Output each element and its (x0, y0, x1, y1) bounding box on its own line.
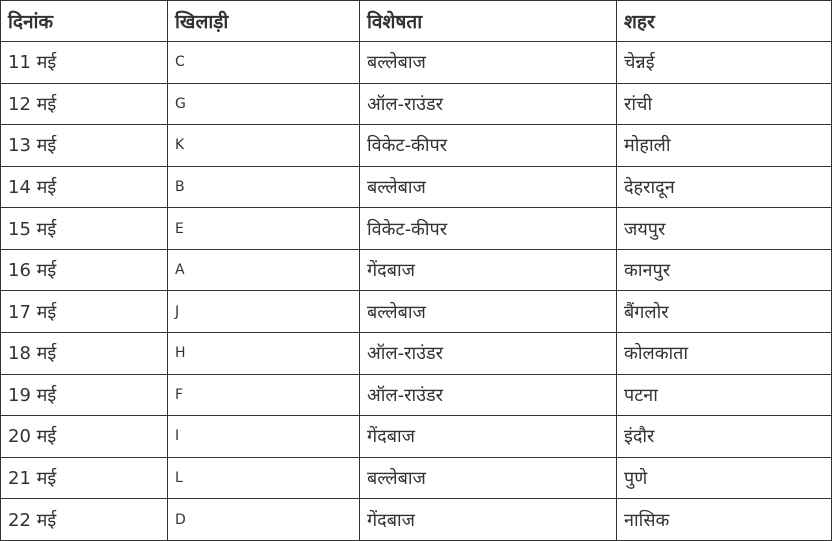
cell-player: L (168, 457, 360, 499)
cell-date: 17 मई (1, 291, 168, 333)
table-row (1, 42, 832, 84)
table-row (1, 208, 832, 250)
cell-city: कानपुर (617, 249, 832, 291)
cell-date: 14 मई (1, 166, 168, 208)
cell-city: नासिक (617, 499, 832, 541)
cell-date: 15 मई (1, 208, 168, 250)
table-row (1, 249, 832, 291)
cell-city: चेन्नई (617, 42, 832, 84)
table-row (1, 499, 832, 541)
cell-player: E (168, 208, 360, 250)
cell-date: 16 मई (1, 249, 168, 291)
cell-city: इंदौर (617, 416, 832, 458)
cell-specialty: बल्लेबाज (360, 291, 617, 333)
cell-date: 12 मई (1, 83, 168, 125)
cell-specialty: ऑल-राउंडर (360, 333, 617, 375)
table-row (1, 291, 832, 333)
cell-city: पुणे (617, 457, 832, 499)
cell-city: मोहाली (617, 125, 832, 167)
header-row (1, 1, 832, 42)
cell-specialty: गेंदबाज (360, 416, 617, 458)
cell-date: 22 मई (1, 499, 168, 541)
cell-player: H (168, 333, 360, 375)
cell-date: 19 मई (1, 374, 168, 416)
cell-city: बैंगलोर (617, 291, 832, 333)
table-row (1, 166, 832, 208)
table-row (1, 333, 832, 375)
cell-city: रांची (617, 83, 832, 125)
cell-player: F (168, 374, 360, 416)
cell-player: B (168, 166, 360, 208)
cell-date: 13 मई (1, 125, 168, 167)
cell-city: जयपुर (617, 208, 832, 250)
cell-specialty: विकेट-कीपर (360, 208, 617, 250)
cell-specialty: ऑल-राउंडर (360, 374, 617, 416)
header-specialty: विशेषता (360, 1, 617, 42)
header-city: शहर (617, 1, 832, 42)
cell-specialty: बल्लेबाज (360, 457, 617, 499)
cell-player: C (168, 42, 360, 84)
cell-specialty: बल्लेबाज (360, 42, 617, 84)
cell-player: I (168, 416, 360, 458)
cell-date: 20 मई (1, 416, 168, 458)
cell-date: 21 मई (1, 457, 168, 499)
cell-player: J (168, 291, 360, 333)
cell-player: K (168, 125, 360, 167)
cell-specialty: बल्लेबाज (360, 166, 617, 208)
cell-specialty: गेंदबाज (360, 249, 617, 291)
table-row (1, 457, 832, 499)
cell-specialty: ऑल-राउंडर (360, 83, 617, 125)
header-player: खिलाड़ी (168, 1, 360, 42)
table-row (1, 374, 832, 416)
cell-city: देहरादून (617, 166, 832, 208)
cell-player: G (168, 83, 360, 125)
cell-date: 18 मई (1, 333, 168, 375)
cell-player: D (168, 499, 360, 541)
cell-specialty: गेंदबाज (360, 499, 617, 541)
table-row (1, 416, 832, 458)
header-date: दिनांक (1, 1, 168, 42)
cell-specialty: विकेट-कीपर (360, 125, 617, 167)
cell-date: 11 मई (1, 42, 168, 84)
table-row (1, 125, 832, 167)
cell-city: पटना (617, 374, 832, 416)
cell-player: A (168, 249, 360, 291)
cell-city: कोलकाता (617, 333, 832, 375)
table-row (1, 83, 832, 125)
